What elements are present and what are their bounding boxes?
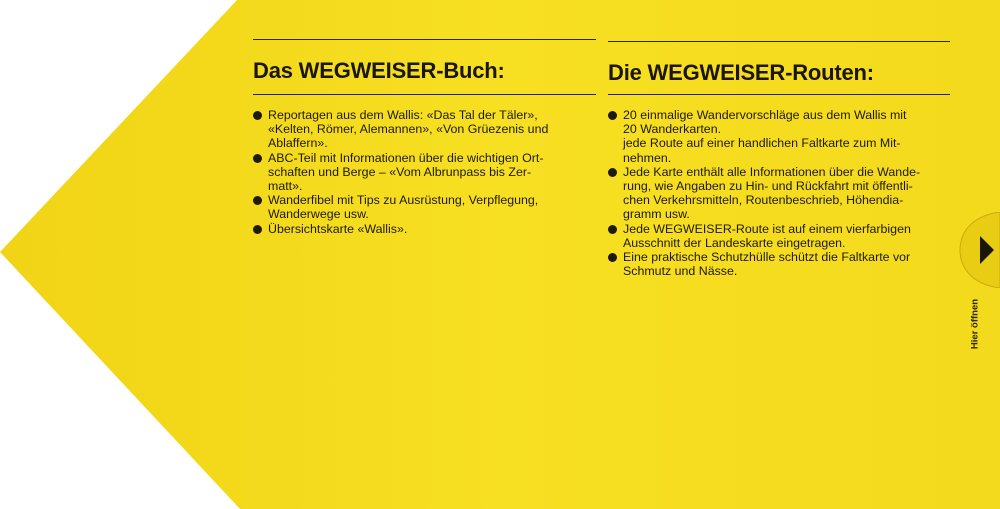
open-tab-notch[interactable] [948, 212, 1000, 288]
bullet-icon [608, 225, 617, 234]
list-item-line: Übersichtskarte «Wallis». [268, 221, 408, 236]
list-item-line: Reportagen aus dem Wallis: «Das Tal der Täler», [268, 108, 538, 122]
list-item-line: jede Route auf einer handlichen Faltkarte zum Mit- [623, 136, 901, 151]
list-item-line: chen Verkehrsmitteln, Routenbeschrieb, Höhendia- [623, 193, 904, 208]
list-item-line: Ablaffern». [268, 136, 328, 151]
bullet-icon [253, 111, 262, 120]
list-item-line: Eine praktische Schutzhülle schützt die Faltkarte vor [623, 250, 911, 265]
book-list-item [253, 193, 548, 221]
book-list-item [253, 151, 548, 194]
list-item-line: nehmen. [623, 150, 672, 165]
book-feature-list [253, 108, 548, 236]
book-list-item [253, 108, 548, 151]
bullet-icon [608, 253, 617, 262]
list-item-line: Jede WEGWEISER-Route ist auf einem vierfarbigen [623, 221, 911, 236]
list-item-line: Wanderfibel mit Tips zu Ausrüstung, Verpflegung, [268, 193, 539, 208]
bullet-icon [608, 168, 617, 177]
list-item-line: gramm usw. [623, 207, 690, 222]
routes-list-item [608, 108, 920, 165]
bullet-icon [253, 196, 262, 205]
list-item-line: Jede Karte enthält alle Informationen über die Wande- [623, 164, 921, 179]
book-list-item [253, 222, 548, 236]
list-item-line: Schmutz und Nässe. [623, 264, 738, 279]
divider [608, 41, 950, 42]
bullet-icon [608, 111, 617, 120]
bullet-icon [253, 154, 262, 163]
list-item-line: Ausschnitt der Landeskarte eingetragen. [623, 235, 846, 250]
routes-list-item [608, 250, 920, 278]
routes-list-item [608, 165, 920, 222]
routes-title: Die WEGWEISER-Routen: [608, 60, 874, 85]
list-item-line: schaften und Berge – «Vom Albrunpass bis Zer- [268, 164, 532, 179]
list-item-line: ABC-Teil mit Informationen über die wichtigen Ort- [268, 150, 544, 165]
list-item-line: matt». [268, 179, 303, 194]
routes-list-item [608, 222, 920, 250]
bullet-icon [253, 225, 262, 234]
list-item-line: rung, wie Angaben zu Hin- und Rückfahrt mit öffentli- [623, 179, 913, 194]
divider [253, 39, 596, 40]
divider [253, 94, 596, 95]
list-item-line: «Kelten, Römer, Alemannen», «Von Grüezenis und [268, 122, 549, 137]
list-item-line: Wanderwege usw. [268, 207, 369, 222]
divider [608, 94, 950, 95]
book-title: Das WEGWEISER-Buch: [253, 58, 505, 83]
list-item-line: 20 Wanderkarten. [623, 122, 722, 137]
routes-feature-list [608, 108, 920, 278]
list-item-line: 20 einmalige Wandervorschläge aus dem Wallis mit [623, 108, 907, 122]
